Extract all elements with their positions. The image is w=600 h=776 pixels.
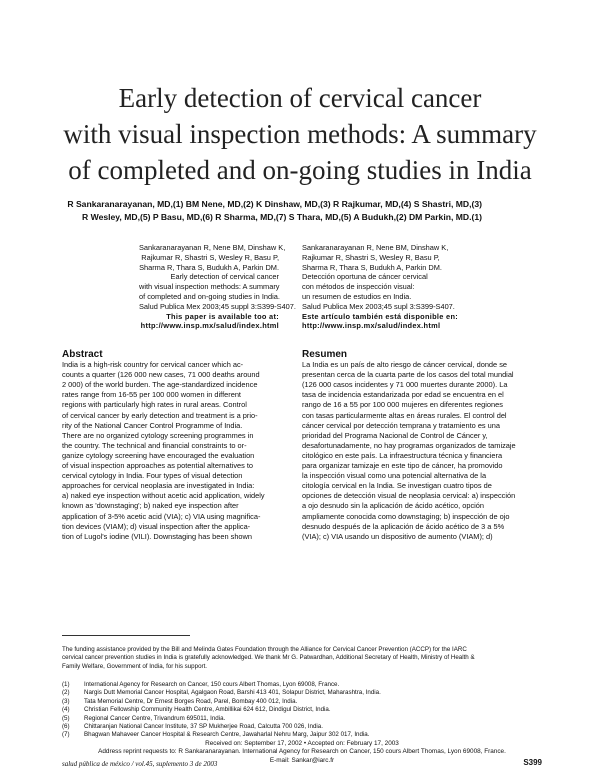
citation-line: Sharma R, Thara S, Budukh A, Parkin DM. <box>302 262 442 272</box>
abstract-english <box>62 350 290 542</box>
abstract-line: cervical cytology in India. Four types of visual detection <box>62 471 243 481</box>
abstract-line: ganize cytology screening have encouraged the evaluation <box>62 450 255 460</box>
affiliation-text: Bhagwan Mahaveer Cancer Hospital & Research Centre, Jawaharlal Nehru Marg, Jaipur 302 017, India. <box>84 731 370 739</box>
abstract-line: rango de 16 a 55 por 100 000 mujeres en diferentes regiones <box>302 400 503 410</box>
citation-line: Sankaranarayanan R, Nene BM, Dinshaw K, <box>139 243 286 252</box>
abstract-line: a ojo desnudo sin la aplicación de ácido acético, opción <box>302 501 485 511</box>
abstract-heading: Abstract <box>62 349 103 360</box>
title-line: Early detection of cervical cancer <box>118 83 482 113</box>
abstract-line: cáncer cervical por detección temprana y tratamiento es una <box>302 420 501 430</box>
abstract-line: la inspección visual como una potencial alternativa de la <box>302 471 487 481</box>
abstract-line: the country. The technical and financial constraints to or- <box>62 440 247 450</box>
citation-line: of completed and on-going studies in India. <box>139 291 280 301</box>
abstract-line: para organizar tamizaje en este tipo de cáncer, ha promovido <box>302 461 503 471</box>
abstract-line: 2 000) of the world burden. The age-standardized incidence <box>62 380 258 390</box>
affiliation-text: Christian Fellowship Community Health Centre, Ambillikai 624 612, Dindigul District, India. <box>84 706 331 714</box>
abstract-line: rates range from 16-55 per 100 000 women in different <box>62 390 241 400</box>
page-number: S399 <box>523 758 542 767</box>
affiliation-text: Regional Cancer Centre, Trivandrum 695011, India. <box>84 714 226 722</box>
citation-line: un resumen de estudios en India. <box>302 291 412 301</box>
affiliation-item <box>62 698 542 706</box>
citation-line: Early detection of cervical cancer <box>170 272 279 282</box>
abstract-line: known as 'downstaging'; b) naked eye inspection after <box>62 501 239 511</box>
funding-line: Family Welfare, Government of India, for his support. <box>62 662 208 670</box>
citation-line: Rajkumar R, Shastri S, Wesley R, Basu P, <box>302 252 440 262</box>
affiliation-text: Nargis Dutt Memorial Cancer Hospital, Agalgaon Road, Barshi 413 401, Solapur District, Maharashtra, India. <box>84 689 381 697</box>
article-title <box>60 80 540 188</box>
affiliation-text: International Agency for Research on Cancer, 150 cours Albert Thomas, Lyon 69008, France. <box>84 681 340 688</box>
affiliation-item <box>62 715 542 723</box>
affiliation-number: (4) <box>62 706 70 714</box>
affiliation-number: (6) <box>62 723 70 731</box>
abstract-line: desnudo después de la aplicación de ácido acético de 3 a 5% <box>302 521 505 531</box>
abstract-line: tion of Lugol's iodine (VILI). Downstaging has been shown <box>62 531 252 541</box>
affiliation-list <box>62 681 542 740</box>
footnote-divider <box>62 635 190 636</box>
affiliation-text: Tata Memorial Centre, Dr Ernest Borges Road, Parel, Bombay 400 012, India. <box>84 697 298 705</box>
abstract-line: tasa de incidencia estandarizada por edad se encuentra en el <box>302 390 504 400</box>
citation-line: with visual inspection methods: A summary <box>139 282 280 292</box>
affiliation-number: (1) <box>62 681 70 688</box>
citation-available: This paper is available too at: <box>166 311 279 321</box>
abstract-line: application of 3-5% acetic acid (VIA); c) VIA using magnifica- <box>62 511 261 521</box>
citation-url-link[interactable]: http://www.insp.mx/salud/index.html <box>140 321 279 331</box>
author-line: R Sankaranarayanan, MD,(1) BM Nene, MD,(2) K Dinshaw, MD,(3) R Rajkumar, MD,(4) S Shastri, MD,(3) <box>67 199 482 209</box>
abstract-line: La India es un país de alto riesgo de cáncer cervical, donde se <box>302 360 508 370</box>
abstract-line: regions with particularly high rates in rural areas. Control <box>62 400 247 410</box>
abstract-line: counts a quarter (126 000 new cases, 71 000 deaths around <box>62 370 260 380</box>
author-line: R Wesley, MD,(5) P Basu, MD,(6) R Sharma, MD,(7) S Thara, MD,(5) A Budukh,(2) DM Parkin, MD.(1) <box>82 212 482 222</box>
abstract-line: rity of the National Cancer Control Programme of India. <box>62 420 243 430</box>
affiliation-number: (3) <box>62 697 70 705</box>
abstract-line: ampliamente conocida como downstaging; b) inspección de ojo <box>302 511 510 521</box>
abstract-line: India is a high-risk country for cervical cancer which ac- <box>62 360 244 370</box>
title-line: with visual inspection methods: A summary <box>63 119 537 149</box>
affiliation-item <box>62 689 542 697</box>
funding-line: The funding assistance provided by the Bill and Melinda Gates Foundation through the Alliance for Cervical Cancer Prevention (ACCP) for the IARC <box>62 646 467 653</box>
reprint-address: Address reprint requests to: R Sankaranarayanan. International Agency for Research on Cancer, 150 cours Albert Thomas, Lyon 69008, France. <box>98 748 506 756</box>
affiliation-number: (2) <box>62 689 70 697</box>
affiliation-item <box>62 706 542 714</box>
title-line: of completed and on-going studies in India <box>68 155 532 185</box>
affiliation-number: (5) <box>62 714 70 722</box>
affiliation-item <box>62 723 542 731</box>
author-list <box>60 198 482 224</box>
citation-available: Este artículo también está disponible en: <box>302 311 459 321</box>
affiliation-text: Chittaranjan National Cancer Institute, 37 SP Mukherjee Road, Calcutta 700 026, India. <box>84 723 323 731</box>
citation-english <box>139 243 296 331</box>
citation-spanish <box>302 243 542 331</box>
abstract-spanish <box>302 350 542 542</box>
citation-line: Detección oportuna de cáncer cervical <box>302 272 428 282</box>
citation-line: Sankaranarayanan R, Nene BM, Dinshaw K, <box>302 243 449 252</box>
abstract-line: tion devices (VIAM); d) visual inspection after the applica- <box>62 521 251 531</box>
affiliation-item <box>62 731 542 739</box>
abstract-line: of visual inspection approaches as potential alternatives to <box>62 461 254 471</box>
abstract-line: (126 000 casos incidentes y 71 000 muertes durante 2000). La <box>302 380 508 390</box>
abstract-line: of cervical cancer by early detection and treatment is a prio- <box>62 410 258 420</box>
funding-note <box>62 646 542 671</box>
affiliation-number: (7) <box>62 731 70 739</box>
abstract-line: There are no organized cytology screening programmes in <box>62 430 254 440</box>
abstract-heading: Resumen <box>302 349 348 360</box>
abstract-line: approaches for cervical neoplasia are investigated in India: <box>62 481 255 491</box>
citation-line: Salud Publica Mex 2003;45 suppl 3:S399-S407. <box>139 301 296 311</box>
email-link[interactable]: E-mail: Sankar@iarc.fr <box>269 756 335 764</box>
citation-line: Sharma R, Thara S, Budukh A, Parkin DM. <box>139 262 279 272</box>
abstract-line: con tasas particularmente altas en áreas rurales. El control del <box>302 410 507 420</box>
abstract-line: desafortunadamente, no hay programas organizados de tamizaje <box>302 440 516 450</box>
abstract-line: presentan cerca de la cuarta parte de los casos del total mundial <box>302 370 514 380</box>
funding-line: cervical cancer prevention studies in India is gratefully acknowledged. We thank Mr G. Patwardhan, Additional Secretary of Health, Ministry of Health & <box>62 654 475 662</box>
abstract-line: a) naked eye inspection without acetic acid application, widely <box>62 491 265 501</box>
abstract-line: (VIA); c) VIA usando un dispositivo de aumento (VIAM); d) <box>302 531 493 541</box>
received-dates: Received on: September 17, 2002 • Accepted on: February 17, 2003 <box>205 740 399 747</box>
journal-footer: salud pública de méxico / vol.45, suplemento 3 de 2003 <box>62 760 218 768</box>
affiliation-item <box>62 681 542 689</box>
citation-url-link[interactable]: http://www.insp.mx/salud/index.html <box>302 321 441 331</box>
abstract-line: citológico en este país. La infraestructura técnica y financiera <box>302 450 503 460</box>
citation-line: Salud Publica Mex 2003;45 supl 3:S399-S407. <box>302 301 455 311</box>
citation-line: con métodos de inspección visual: <box>302 282 415 292</box>
abstract-line: opciones de detección visual de neoplasia cervical: a) inspección <box>302 491 516 501</box>
abstract-line: prioridad del Programa Nacional de Control de Cáncer y, <box>302 430 488 440</box>
citation-line: Rajkumar R, Shastri S, Wesley R, Basu P, <box>141 252 279 262</box>
abstract-line: citología cervical en la India. Se investigan cuatro tipos de <box>302 481 492 491</box>
